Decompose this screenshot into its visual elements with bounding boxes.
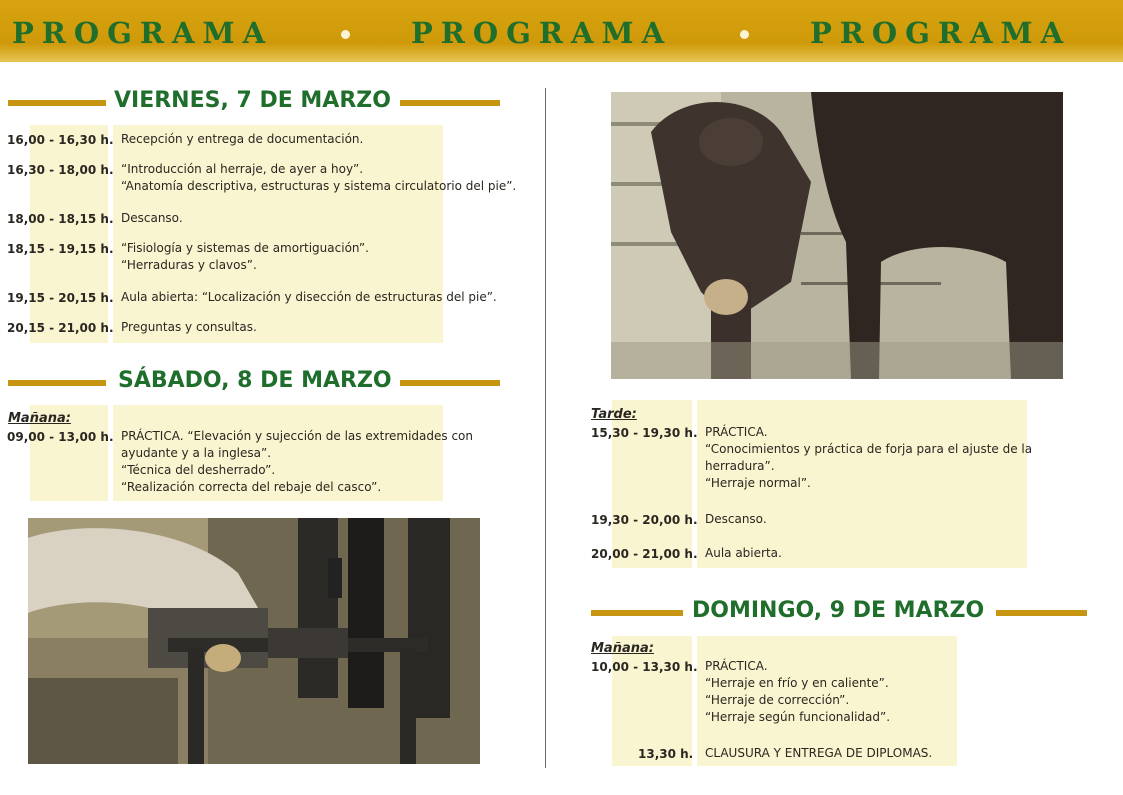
- schedule-time: 16,00 - 16,30 h.: [7, 133, 114, 147]
- schedule-time: 18,00 - 18,15 h.: [7, 212, 114, 226]
- photo-illustration: [28, 518, 480, 764]
- section-label-afternoon: Tarde:: [591, 407, 637, 422]
- schedule-line: Recepción y entrega de documentación.: [121, 132, 364, 146]
- heading-rule: [400, 100, 500, 106]
- schedule-line: CLAUSURA Y ENTREGA DE DIPLOMAS.: [705, 746, 933, 760]
- saturday-heading: [8, 368, 500, 398]
- schedule-time: 09,00 - 13,00 h.: [7, 430, 114, 444]
- day-title: SÁBADO, 8 DE MARZO: [118, 368, 392, 393]
- schedule-description: [121, 210, 183, 227]
- schedule-description: [705, 745, 932, 762]
- schedule-line: “Anatomía descriptiva, estructuras y sistema circulatorio del pie”.: [121, 179, 517, 193]
- friday-heading: [8, 88, 500, 118]
- schedule-line: Aula abierta.: [705, 546, 782, 560]
- schedule-line: “Herraje en frío y en caliente”.: [705, 676, 889, 690]
- heading-rule: [8, 380, 106, 386]
- banner-word: PROGRAMA: [12, 16, 274, 50]
- schedule-line: “Fisiología y sistemas de amortiguación”.: [121, 241, 369, 255]
- section-label-morning: Mañana:: [8, 411, 71, 426]
- banner-dot-icon: [341, 30, 350, 39]
- schedule-description: [121, 319, 257, 336]
- schedule-line: “Técnica del desherrado”.: [121, 463, 276, 477]
- schedule-description: [705, 424, 1032, 492]
- schedule-time: 10,00 - 13,30 h.: [591, 660, 698, 674]
- schedule-description: [121, 131, 363, 148]
- banner-dot-icon: [740, 30, 749, 39]
- schedule-line: “Realización correcta del rebaje del casco”.: [121, 480, 382, 494]
- schedule-time: 18,15 - 19,15 h.: [7, 242, 114, 256]
- schedule-description: [121, 240, 369, 274]
- schedule-line: Preguntas y consultas.: [121, 320, 257, 334]
- schedule-time: 20,15 - 21,00 h.: [7, 321, 114, 335]
- anvil-forging-photo: [28, 518, 480, 764]
- heading-rule: [8, 100, 106, 106]
- schedule-time: 20,00 - 21,00 h.: [591, 547, 698, 561]
- schedule-time: 19,30 - 20,00 h.: [591, 513, 698, 527]
- schedule-description: [705, 658, 890, 726]
- schedule-time: 15,30 - 19,30 h.: [591, 426, 698, 440]
- schedule-description: [121, 161, 516, 195]
- farrier-horse-hoof-photo: [611, 92, 1063, 379]
- schedule-description: [705, 545, 782, 562]
- schedule-line: Aula abierta: “Localización y disección de estructuras del pie”.: [121, 290, 497, 304]
- schedule-description: [705, 511, 767, 528]
- schedule-line: herradura”.: [705, 459, 775, 473]
- schedule-line: “Conocimientos y práctica de forja para el ajuste de la: [705, 442, 1033, 456]
- heading-rule: [591, 610, 683, 616]
- schedule-time: 16,30 - 18,00 h.: [7, 163, 114, 177]
- time-column-wash: [30, 125, 108, 343]
- heading-rule: [996, 610, 1087, 616]
- programa-banner: [0, 0, 1123, 62]
- schedule-line: PRÁCTICA.: [705, 659, 768, 673]
- schedule-line: “Herraje normal”.: [705, 476, 811, 490]
- schedule-line: “Introducción al herraje, de ayer a hoy”.: [121, 162, 364, 176]
- text-column-wash: [113, 125, 443, 343]
- schedule-line: PRÁCTICA.: [705, 425, 768, 439]
- heading-rule: [400, 380, 500, 386]
- schedule-line: “Herraduras y clavos”.: [121, 258, 257, 272]
- schedule-line: ayudante y a la inglesa”.: [121, 446, 272, 460]
- banner-word: PROGRAMA: [810, 16, 1072, 50]
- schedule-time: 13,30 h.: [638, 747, 694, 761]
- schedule-description: [121, 428, 473, 496]
- schedule-time: 19,15 - 20,15 h.: [7, 291, 114, 305]
- schedule-line: Descanso.: [705, 512, 767, 526]
- page-fold-divider: [545, 88, 546, 768]
- schedule-line: “Herraje de corrección”.: [705, 693, 850, 707]
- schedule-line: “Herraje según funcionalidad”.: [705, 710, 891, 724]
- sunday-heading: [591, 598, 1087, 628]
- schedule-line: PRÁCTICA. “Elevación y sujección de las extremidades con: [121, 429, 473, 443]
- photo-illustration: [611, 92, 1063, 379]
- day-title: VIERNES, 7 DE MARZO: [114, 88, 391, 113]
- schedule-line: Descanso.: [121, 211, 183, 225]
- day-title: DOMINGO, 9 DE MARZO: [692, 598, 985, 623]
- banner-word: PROGRAMA: [411, 16, 673, 50]
- schedule-description: [121, 289, 497, 306]
- section-label-morning: Mañana:: [591, 641, 654, 656]
